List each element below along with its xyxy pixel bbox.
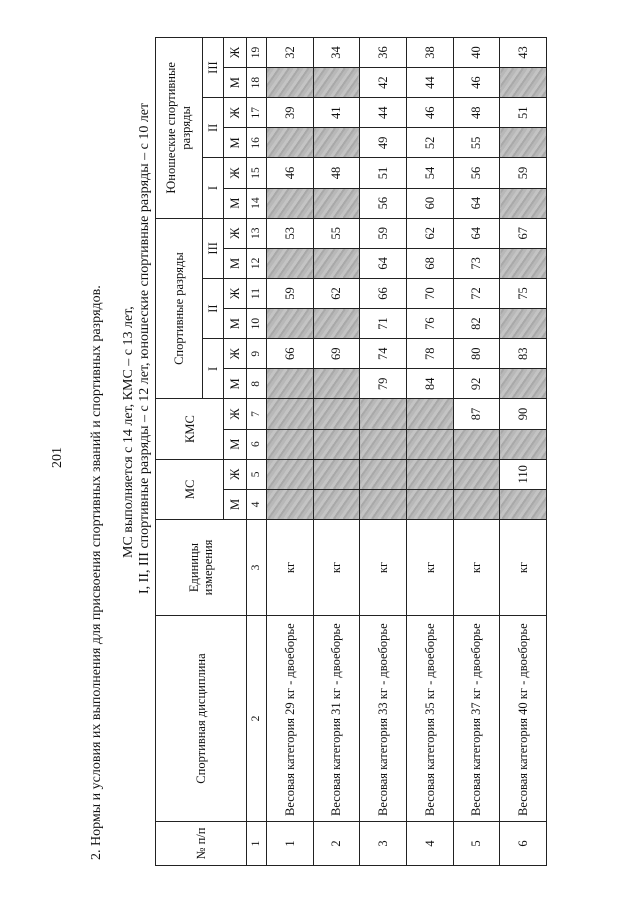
value-cell: 48 xyxy=(453,98,500,128)
value-cell: 62 xyxy=(313,278,360,308)
column-number: 17 xyxy=(247,98,267,128)
value-cell xyxy=(313,188,360,218)
header-units: Единицы измерения xyxy=(156,520,247,616)
row-number: 1 xyxy=(266,822,313,866)
header-men: М xyxy=(224,188,247,218)
discipline-cell: Весовая категория 37 кг - двоеборье xyxy=(453,616,500,822)
unit-cell: кг xyxy=(500,520,547,616)
value-cell: 82 xyxy=(453,309,500,339)
value-cell xyxy=(313,309,360,339)
header-women: Ж xyxy=(224,98,247,128)
column-number: 4 xyxy=(247,489,267,519)
value-cell xyxy=(313,489,360,519)
unit-cell: кг xyxy=(360,520,407,616)
value-cell: 38 xyxy=(406,37,453,67)
value-cell xyxy=(313,248,360,278)
value-cell: 59 xyxy=(500,158,547,188)
value-cell xyxy=(360,399,407,429)
value-cell: 66 xyxy=(266,339,313,369)
header-youth-rank-2: II xyxy=(202,98,224,158)
column-number: 18 xyxy=(247,68,267,98)
value-cell xyxy=(500,489,547,519)
value-cell xyxy=(266,459,313,489)
value-cell: 84 xyxy=(406,369,453,399)
value-cell: 92 xyxy=(453,369,500,399)
value-cell: 55 xyxy=(313,218,360,248)
value-cell xyxy=(500,128,547,158)
value-cell xyxy=(360,459,407,489)
age-note-line-1: МС выполняется с 14 лет, КМС – с 13 лет, xyxy=(121,306,136,558)
header-women: Ж xyxy=(224,399,247,429)
header-youth-ranks: Юношеские спортивные разряды xyxy=(156,37,203,218)
column-number: 15 xyxy=(247,158,267,188)
value-cell: 44 xyxy=(360,98,407,128)
unit-cell: кг xyxy=(313,520,360,616)
value-cell: 74 xyxy=(360,339,407,369)
header-women: Ж xyxy=(224,278,247,308)
column-number: 5 xyxy=(247,459,267,489)
column-number: 8 xyxy=(247,369,267,399)
row-number: 3 xyxy=(360,822,407,866)
column-number: 6 xyxy=(247,429,267,459)
discipline-cell: Весовая категория 40 кг - двоеборье xyxy=(500,616,547,822)
value-cell: 80 xyxy=(453,339,500,369)
header-sport-ranks: Спортивные разряды xyxy=(156,218,203,399)
header-women: Ж xyxy=(224,158,247,188)
header-men: М xyxy=(224,309,247,339)
header-discipline: Спортивная дисциплина xyxy=(156,616,247,822)
value-cell xyxy=(500,429,547,459)
row-number: 6 xyxy=(500,822,547,866)
value-cell xyxy=(500,68,547,98)
value-cell: 67 xyxy=(500,218,547,248)
value-cell xyxy=(313,399,360,429)
page-number: 201 xyxy=(50,447,65,468)
header-women: Ж xyxy=(224,339,247,369)
column-number: 19 xyxy=(247,37,267,67)
value-cell: 70 xyxy=(406,278,453,308)
column-number: 2 xyxy=(247,616,267,822)
column-number: 1 xyxy=(247,822,267,866)
table-row xyxy=(406,37,453,865)
value-cell xyxy=(313,459,360,489)
value-cell: 39 xyxy=(266,98,313,128)
value-cell xyxy=(313,128,360,158)
value-cell xyxy=(266,489,313,519)
header-kms: КМС xyxy=(156,399,224,459)
table-row xyxy=(266,37,313,865)
header-men: М xyxy=(224,128,247,158)
value-cell: 64 xyxy=(360,248,407,278)
value-cell xyxy=(266,429,313,459)
value-cell: 46 xyxy=(266,158,313,188)
value-cell: 79 xyxy=(360,369,407,399)
value-cell: 59 xyxy=(360,218,407,248)
value-cell xyxy=(266,128,313,158)
value-cell: 32 xyxy=(266,37,313,67)
value-cell xyxy=(360,489,407,519)
value-cell: 71 xyxy=(360,309,407,339)
value-cell: 52 xyxy=(406,128,453,158)
value-cell: 43 xyxy=(500,37,547,67)
value-cell: 34 xyxy=(313,37,360,67)
value-cell xyxy=(453,459,500,489)
value-cell xyxy=(406,489,453,519)
value-cell xyxy=(500,188,547,218)
header-men: М xyxy=(224,68,247,98)
value-cell: 46 xyxy=(453,68,500,98)
value-cell: 75 xyxy=(500,278,547,308)
header-women: Ж xyxy=(224,459,247,489)
value-cell xyxy=(406,399,453,429)
value-cell: 46 xyxy=(406,98,453,128)
value-cell: 69 xyxy=(313,339,360,369)
value-cell xyxy=(266,309,313,339)
column-number: 9 xyxy=(247,339,267,369)
value-cell: 42 xyxy=(360,68,407,98)
age-note-line-2: I, II, III спортивные разряды – с 12 лет, юношеские спортивные разряды – с 10 лет xyxy=(137,102,152,594)
value-cell: 64 xyxy=(453,218,500,248)
value-cell: 44 xyxy=(406,68,453,98)
column-number: 14 xyxy=(247,188,267,218)
table-row xyxy=(360,37,407,865)
value-cell xyxy=(266,68,313,98)
table-row xyxy=(500,37,547,865)
column-number: 11 xyxy=(247,278,267,308)
header-men: М xyxy=(224,429,247,459)
value-cell: 41 xyxy=(313,98,360,128)
value-cell: 110 xyxy=(500,459,547,489)
header-men: М xyxy=(224,369,247,399)
value-cell: 51 xyxy=(360,158,407,188)
value-cell xyxy=(453,489,500,519)
value-cell: 73 xyxy=(453,248,500,278)
value-cell: 54 xyxy=(406,158,453,188)
value-cell xyxy=(313,429,360,459)
row-number: 5 xyxy=(453,822,500,866)
discipline-cell: Весовая категория 31 кг - двоеборье xyxy=(313,616,360,822)
header-men: М xyxy=(224,248,247,278)
unit-cell: кг xyxy=(266,520,313,616)
value-cell: 48 xyxy=(313,158,360,188)
value-cell: 78 xyxy=(406,339,453,369)
discipline-cell: Весовая категория 29 кг - двоеборье xyxy=(266,616,313,822)
value-cell: 56 xyxy=(360,188,407,218)
header-sport-rank-3: III xyxy=(202,218,224,278)
value-cell: 55 xyxy=(453,128,500,158)
value-cell: 66 xyxy=(360,278,407,308)
value-cell: 68 xyxy=(406,248,453,278)
value-cell: 76 xyxy=(406,309,453,339)
value-cell: 40 xyxy=(453,37,500,67)
table-row xyxy=(313,37,360,865)
value-cell: 64 xyxy=(453,188,500,218)
header-sport-rank-2: II xyxy=(202,278,224,338)
column-number: 10 xyxy=(247,309,267,339)
discipline-cell: Весовая категория 33 кг - двоеборье xyxy=(360,616,407,822)
header-youth-rank-1: I xyxy=(202,158,224,218)
header-sport-rank-1: I xyxy=(202,339,224,399)
value-cell: 51 xyxy=(500,98,547,128)
header-ms: МС xyxy=(156,459,224,519)
value-cell: 90 xyxy=(500,399,547,429)
value-cell xyxy=(313,369,360,399)
table-row xyxy=(453,37,500,865)
header-men: М xyxy=(224,489,247,519)
value-cell xyxy=(266,188,313,218)
discipline-cell: Весовая категория 35 кг - двоеборье xyxy=(406,616,453,822)
value-cell xyxy=(313,68,360,98)
value-cell: 56 xyxy=(453,158,500,188)
column-number: 13 xyxy=(247,218,267,248)
value-cell xyxy=(453,429,500,459)
row-number: 2 xyxy=(313,822,360,866)
value-cell xyxy=(500,309,547,339)
header-women: Ж xyxy=(224,37,247,67)
value-cell xyxy=(360,429,407,459)
value-cell xyxy=(500,248,547,278)
header-num: № п/п xyxy=(156,822,247,866)
norms-table xyxy=(155,37,547,866)
column-number: 16 xyxy=(247,128,267,158)
column-number: 12 xyxy=(247,248,267,278)
value-cell: 60 xyxy=(406,188,453,218)
header-youth-rank-3: III xyxy=(202,37,224,97)
value-cell xyxy=(266,248,313,278)
value-cell xyxy=(406,459,453,489)
value-cell: 83 xyxy=(500,339,547,369)
norms-table-wrapper xyxy=(155,38,547,866)
value-cell: 62 xyxy=(406,218,453,248)
unit-cell: кг xyxy=(406,520,453,616)
value-cell xyxy=(500,369,547,399)
value-cell: 36 xyxy=(360,37,407,67)
section-heading: 2. Нормы и условия их выполнения для присвоения спортивных званий и спортивных разрядов. xyxy=(89,285,104,860)
value-cell: 53 xyxy=(266,218,313,248)
value-cell xyxy=(266,369,313,399)
value-cell: 87 xyxy=(453,399,500,429)
value-cell xyxy=(266,399,313,429)
value-cell: 59 xyxy=(266,278,313,308)
value-cell: 72 xyxy=(453,278,500,308)
column-number: 7 xyxy=(247,399,267,429)
value-cell xyxy=(406,429,453,459)
row-number: 4 xyxy=(406,822,453,866)
value-cell: 49 xyxy=(360,128,407,158)
unit-cell: кг xyxy=(453,520,500,616)
column-number: 3 xyxy=(247,520,267,616)
header-women: Ж xyxy=(224,218,247,248)
